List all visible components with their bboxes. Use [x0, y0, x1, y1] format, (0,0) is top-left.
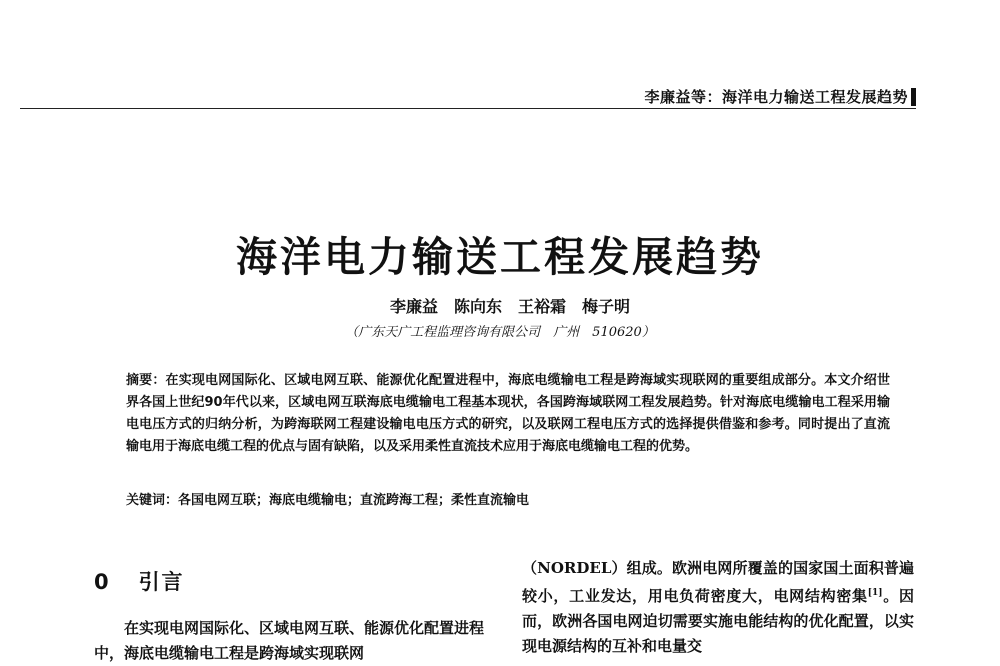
article-authors: 李廉益 陈向东 王裕霜 梅子明 [389, 297, 630, 316]
abstract [126, 370, 890, 458]
article-affiliation: （广东天广工程监理咨询有限公司 广州 510620） [345, 325, 655, 340]
right-column-text-a: （NORDEL）组成。欧洲电网所覆盖的国家国土面积普遍较小，工业发达，用电负荷密度大，电网结构密集 [522, 559, 914, 605]
article-title: 海洋电力输送工程发展趋势 [236, 233, 764, 281]
running-head-marker [911, 88, 916, 106]
abstract-text: 在实现电网国际化、区域电网互联、能源优化配置进程中，海底电缆输电工程是跨海域实现联网的重要组成部分。本文介绍世界各国上世纪90年代以来，区域电网互联海底电缆输电工程基本现状，各国跨海域联网工程发展趋势。针对海底电缆输电工程采用输电电压方式的归纳分析，为跨海联网工程建设输电电压方式的研究，以及联网工程电压方式的选择提供借鉴和参考。同时提出了直流输电用于海底电缆工程的优点与固有缺陷，以及采用柔性直流技术应用于海底电缆输电工程的优势。 [126, 373, 890, 454]
right-column-text-b: 。因而，欧洲各国电网迫切需要实施电能结构的优化配置，以实现电源结构的互补和电量交 [522, 587, 914, 655]
keywords [126, 491, 890, 511]
running-head: 李廉益等：海洋电力输送工程发展趋势 [644, 88, 908, 106]
section-heading [94, 566, 185, 596]
keywords-text: 各国电网互联；海底电缆输电；直流跨海工程；柔性直流输电 [178, 493, 530, 508]
right-column [522, 556, 914, 659]
left-column [94, 616, 484, 666]
section-title: 引言 [138, 570, 185, 594]
header-rule [20, 108, 916, 109]
section-number: 0 [94, 570, 111, 594]
citation-ref: [1] [867, 588, 883, 598]
abstract-label: 摘要： [126, 373, 166, 388]
keywords-label: 关键词： [126, 493, 179, 508]
left-column-paragraph: 在实现电网国际化、区域电网互联、能源优化配置进程中，海底电缆输电工程是跨海域实现联网 [94, 619, 485, 662]
